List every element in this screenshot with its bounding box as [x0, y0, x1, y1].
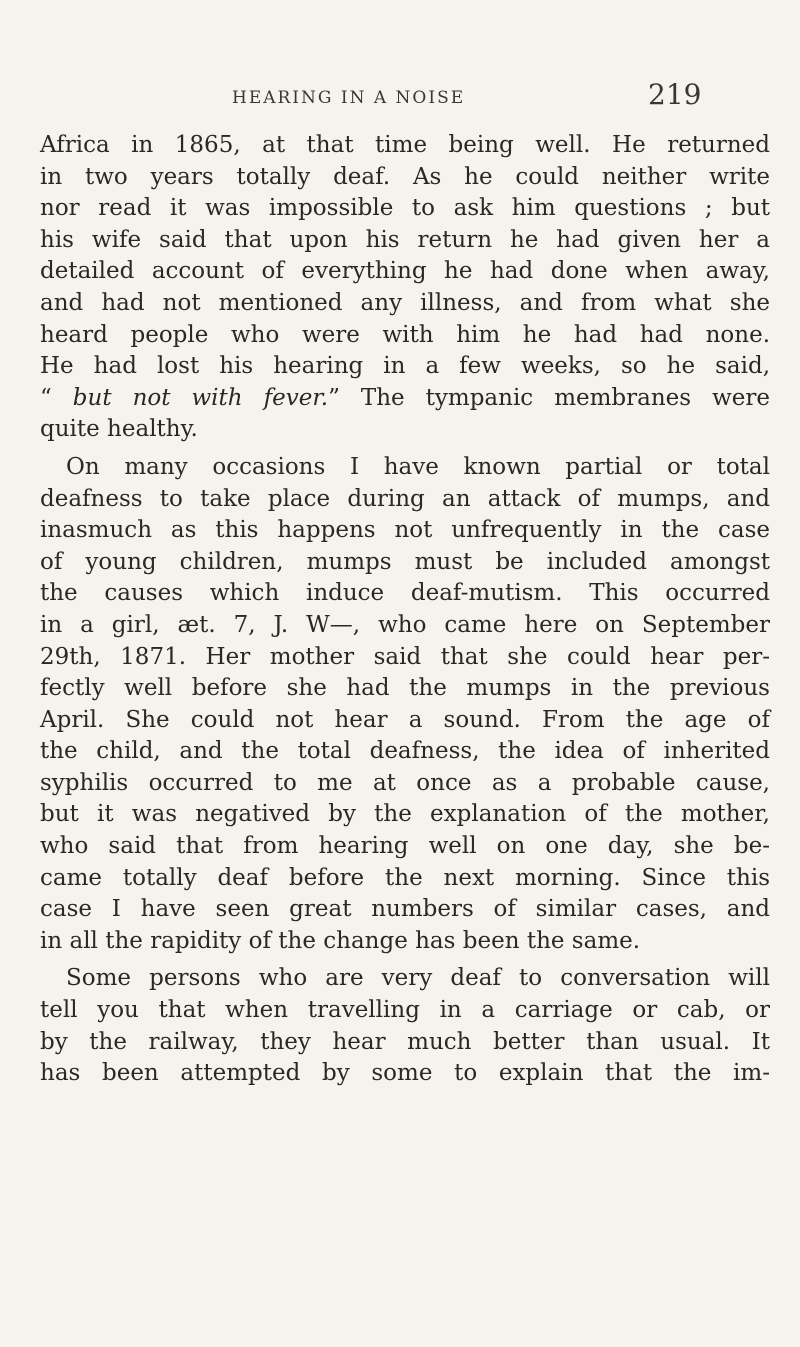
text-line: in a girl, æt. 7, J. W—, who came here on September [40, 611, 770, 638]
text-line: April. She could not hear a sound. From the age of [40, 706, 770, 733]
italic-quote: but not with fever. [72, 384, 329, 411]
paragraph-1 [40, 130, 770, 446]
text-line: and had not mentioned any illness, and from what she [40, 289, 770, 316]
text-line: his wife said that upon his return he had given her a [40, 226, 770, 253]
text-line: nor read it was impossible to ask him questions ; but [40, 195, 770, 222]
text-line: Some persons who are very deaf to conversation will [66, 965, 770, 992]
text-line: has been attempted by some to explain that the im- [40, 1060, 770, 1087]
text-line: detailed account of everything he had done when away, [40, 258, 770, 285]
text-line: of young children, mumps must be included amongst [40, 548, 770, 575]
text-line: in two years totally deaf. As he could neither write [40, 163, 770, 190]
running-title: HEARING IN A NOISE [232, 88, 466, 108]
text-line: 29th, 1871. Her mother said that she could hear per- [40, 643, 770, 670]
text-line: He had lost his hearing in a few weeks, so he said, [40, 353, 770, 380]
text-line: came totally deaf before the next morning. Since this [40, 864, 770, 891]
paragraph-2 [40, 452, 770, 958]
text-line: tell you that when travelling in a carriage or cab, or [40, 997, 770, 1024]
quote-close: ” [328, 384, 340, 411]
text-line: in all the rapidity of the change has been the same. [40, 927, 641, 954]
quote-rest: The tympanic membranes were [339, 384, 770, 411]
text-line: case I have seen great numbers of similar cases, and [40, 896, 770, 923]
text-line: deafness to take place during an attack of mumps, and [40, 485, 770, 512]
quote-line [40, 383, 770, 415]
body-text [40, 130, 770, 1090]
page-number: 219 [648, 78, 702, 111]
text-line: quite healthy. [40, 416, 198, 443]
text-line: inasmuch as this happens not unfrequently in the case [40, 517, 770, 544]
paragraph-3 [40, 963, 770, 1089]
text-line: fectly well before she had the mumps in the previous [40, 675, 770, 702]
quote-open: “ [40, 384, 73, 411]
text-line: Africa in 1865, at that time being well. He returned [40, 132, 770, 158]
text-line: syphilis occurred to me at once as a probable cause, [40, 769, 770, 796]
text-line: heard people who were with him he had had none. [40, 321, 770, 348]
text-line: by the railway, they hear much better than usual. It [40, 1028, 770, 1055]
text-line: On many occasions I have known partial or total [66, 453, 770, 480]
text-line: who said that from hearing well on one day, she be- [40, 833, 770, 860]
text-line: the child, and the total deafness, the idea of inherited [40, 738, 770, 765]
text-line: the causes which induce deaf-mutism. This occurred [40, 580, 770, 607]
text-line: but it was negatived by the explanation of the mother, [40, 801, 770, 828]
